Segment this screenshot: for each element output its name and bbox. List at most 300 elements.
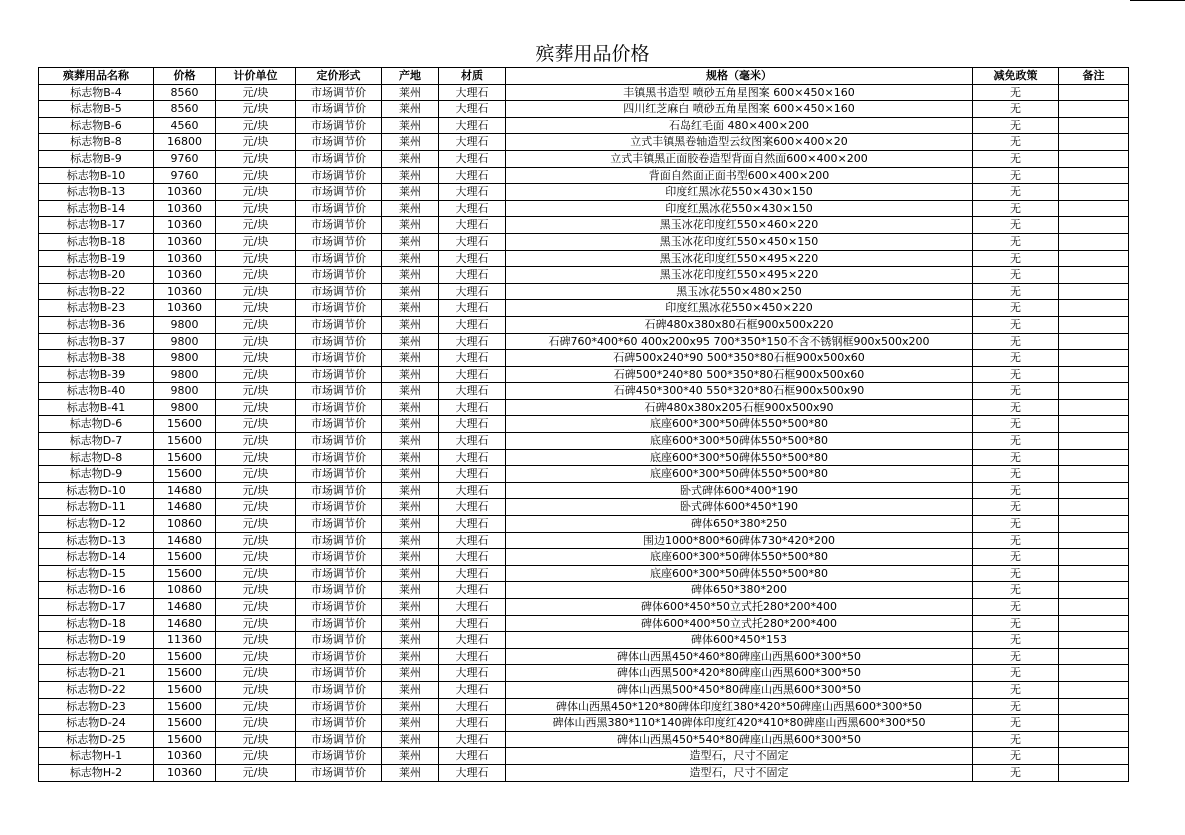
- origin-cell[interactable]: 莱州: [382, 482, 439, 499]
- exemption-cell[interactable]: 无: [973, 366, 1059, 383]
- pricing-form-cell[interactable]: 市场调节价: [296, 632, 382, 649]
- spec-cell[interactable]: 底座600*300*50碑体550*500*80: [506, 416, 973, 433]
- col-header-material[interactable]: 材质: [439, 68, 506, 85]
- material-cell[interactable]: 大理石: [439, 383, 506, 400]
- remarks-cell[interactable]: [1059, 316, 1129, 333]
- unit-cell[interactable]: 元/块: [216, 681, 296, 698]
- price-cell[interactable]: 14680: [154, 499, 216, 516]
- exemption-cell[interactable]: 无: [973, 134, 1059, 151]
- unit-cell[interactable]: 元/块: [216, 101, 296, 118]
- exemption-cell[interactable]: 无: [973, 632, 1059, 649]
- remarks-cell[interactable]: [1059, 150, 1129, 167]
- name-cell[interactable]: 标志物D-16: [39, 582, 154, 599]
- remarks-cell[interactable]: [1059, 383, 1129, 400]
- unit-cell[interactable]: 元/块: [216, 84, 296, 101]
- pricing-form-cell[interactable]: 市场调节价: [296, 748, 382, 765]
- unit-cell[interactable]: 元/块: [216, 350, 296, 367]
- pricing-form-cell[interactable]: 市场调节价: [296, 698, 382, 715]
- name-cell[interactable]: 标志物B-20: [39, 267, 154, 284]
- spec-cell[interactable]: 碑体山西黑450*120*80碑体印度红380*420*50碑座山西黑600*300*50: [506, 698, 973, 715]
- price-cell[interactable]: 15600: [154, 565, 216, 582]
- material-cell[interactable]: 大理石: [439, 698, 506, 715]
- pricing-form-cell[interactable]: 市场调节价: [296, 532, 382, 549]
- price-cell[interactable]: 15600: [154, 698, 216, 715]
- material-cell[interactable]: 大理石: [439, 184, 506, 201]
- pricing-form-cell[interactable]: 市场调节价: [296, 615, 382, 632]
- pricing-form-cell[interactable]: 市场调节价: [296, 449, 382, 466]
- material-cell[interactable]: 大理石: [439, 582, 506, 599]
- origin-cell[interactable]: 莱州: [382, 333, 439, 350]
- spec-cell[interactable]: 四川红芝麻白 喷砂五角星图案 600×450×160: [506, 101, 973, 118]
- name-cell[interactable]: 标志物B-40: [39, 383, 154, 400]
- unit-cell[interactable]: 元/块: [216, 764, 296, 781]
- price-cell[interactable]: 10360: [154, 748, 216, 765]
- origin-cell[interactable]: 莱州: [382, 267, 439, 284]
- origin-cell[interactable]: 莱州: [382, 549, 439, 566]
- material-cell[interactable]: 大理石: [439, 366, 506, 383]
- price-cell[interactable]: 9760: [154, 167, 216, 184]
- remarks-cell[interactable]: [1059, 184, 1129, 201]
- origin-cell[interactable]: 莱州: [382, 316, 439, 333]
- unit-cell[interactable]: 元/块: [216, 549, 296, 566]
- material-cell[interactable]: 大理石: [439, 549, 506, 566]
- remarks-cell[interactable]: [1059, 399, 1129, 416]
- remarks-cell[interactable]: [1059, 449, 1129, 466]
- exemption-cell[interactable]: 无: [973, 267, 1059, 284]
- spec-cell[interactable]: 石碑500*240*80 500*350*80石框900x500x60: [506, 366, 973, 383]
- pricing-form-cell[interactable]: 市场调节价: [296, 565, 382, 582]
- origin-cell[interactable]: 莱州: [382, 582, 439, 599]
- origin-cell[interactable]: 莱州: [382, 648, 439, 665]
- remarks-cell[interactable]: [1059, 300, 1129, 317]
- origin-cell[interactable]: 莱州: [382, 200, 439, 217]
- material-cell[interactable]: 大理石: [439, 466, 506, 483]
- exemption-cell[interactable]: 无: [973, 300, 1059, 317]
- pricing-form-cell[interactable]: 市场调节价: [296, 150, 382, 167]
- remarks-cell[interactable]: [1059, 764, 1129, 781]
- origin-cell[interactable]: 莱州: [382, 715, 439, 732]
- unit-cell[interactable]: 元/块: [216, 217, 296, 234]
- exemption-cell[interactable]: 无: [973, 599, 1059, 616]
- spec-cell[interactable]: 立式丰镇黑卷轴造型云纹图案600×400×20: [506, 134, 973, 151]
- spec-cell[interactable]: 碑体山西黑500*450*80碑座山西黑600*300*50: [506, 681, 973, 698]
- spec-cell[interactable]: 造型石，尺寸不固定: [506, 748, 973, 765]
- origin-cell[interactable]: 莱州: [382, 499, 439, 516]
- pricing-form-cell[interactable]: 市场调节价: [296, 233, 382, 250]
- unit-cell[interactable]: 元/块: [216, 731, 296, 748]
- price-cell[interactable]: 9800: [154, 383, 216, 400]
- spec-cell[interactable]: 黑玉冰花印度红550×495×220: [506, 250, 973, 267]
- spec-cell[interactable]: 石岛红毛面 480×400×200: [506, 117, 973, 134]
- pricing-form-cell[interactable]: 市场调节价: [296, 433, 382, 450]
- remarks-cell[interactable]: [1059, 167, 1129, 184]
- exemption-cell[interactable]: 无: [973, 449, 1059, 466]
- name-cell[interactable]: 标志物D-14: [39, 549, 154, 566]
- origin-cell[interactable]: 莱州: [382, 383, 439, 400]
- name-cell[interactable]: 标志物D-19: [39, 632, 154, 649]
- pricing-form-cell[interactable]: 市场调节价: [296, 648, 382, 665]
- remarks-cell[interactable]: [1059, 200, 1129, 217]
- price-cell[interactable]: 4560: [154, 117, 216, 134]
- unit-cell[interactable]: 元/块: [216, 366, 296, 383]
- unit-cell[interactable]: 元/块: [216, 632, 296, 649]
- material-cell[interactable]: 大理石: [439, 217, 506, 234]
- exemption-cell[interactable]: 无: [973, 233, 1059, 250]
- exemption-cell[interactable]: 无: [973, 532, 1059, 549]
- spec-cell[interactable]: 碑体山西黑450*540*80碑座山西黑600*300*50: [506, 731, 973, 748]
- origin-cell[interactable]: 莱州: [382, 117, 439, 134]
- name-cell[interactable]: 标志物D-9: [39, 466, 154, 483]
- unit-cell[interactable]: 元/块: [216, 383, 296, 400]
- exemption-cell[interactable]: 无: [973, 681, 1059, 698]
- remarks-cell[interactable]: [1059, 466, 1129, 483]
- remarks-cell[interactable]: [1059, 582, 1129, 599]
- pricing-form-cell[interactable]: 市场调节价: [296, 167, 382, 184]
- name-cell[interactable]: 标志物H-2: [39, 764, 154, 781]
- remarks-cell[interactable]: [1059, 416, 1129, 433]
- pricing-form-cell[interactable]: 市场调节价: [296, 731, 382, 748]
- remarks-cell[interactable]: [1059, 681, 1129, 698]
- spec-cell[interactable]: 黑玉冰花印度红550×450×150: [506, 233, 973, 250]
- remarks-cell[interactable]: [1059, 134, 1129, 151]
- price-cell[interactable]: 15600: [154, 549, 216, 566]
- exemption-cell[interactable]: 无: [973, 150, 1059, 167]
- material-cell[interactable]: 大理石: [439, 615, 506, 632]
- unit-cell[interactable]: 元/块: [216, 433, 296, 450]
- pricing-form-cell[interactable]: 市场调节价: [296, 516, 382, 533]
- pricing-form-cell[interactable]: 市场调节价: [296, 764, 382, 781]
- unit-cell[interactable]: 元/块: [216, 648, 296, 665]
- name-cell[interactable]: 标志物B-39: [39, 366, 154, 383]
- material-cell[interactable]: 大理石: [439, 632, 506, 649]
- origin-cell[interactable]: 莱州: [382, 731, 439, 748]
- origin-cell[interactable]: 莱州: [382, 150, 439, 167]
- col-header-name[interactable]: 殡葬用品名称: [39, 68, 154, 85]
- remarks-cell[interactable]: [1059, 599, 1129, 616]
- origin-cell[interactable]: 莱州: [382, 101, 439, 118]
- name-cell[interactable]: 标志物B-4: [39, 84, 154, 101]
- unit-cell[interactable]: 元/块: [216, 665, 296, 682]
- exemption-cell[interactable]: 无: [973, 283, 1059, 300]
- material-cell[interactable]: 大理石: [439, 665, 506, 682]
- exemption-cell[interactable]: 无: [973, 615, 1059, 632]
- price-cell[interactable]: 8560: [154, 101, 216, 118]
- material-cell[interactable]: 大理石: [439, 681, 506, 698]
- spec-cell[interactable]: 背面自然面正面书型600×400×200: [506, 167, 973, 184]
- price-cell[interactable]: 10360: [154, 764, 216, 781]
- spec-cell[interactable]: 卧式碑体600*400*190: [506, 482, 973, 499]
- price-cell[interactable]: 10860: [154, 516, 216, 533]
- unit-cell[interactable]: 元/块: [216, 599, 296, 616]
- origin-cell[interactable]: 莱州: [382, 300, 439, 317]
- origin-cell[interactable]: 莱州: [382, 167, 439, 184]
- pricing-form-cell[interactable]: 市场调节价: [296, 681, 382, 698]
- spec-cell[interactable]: 印度红黑冰花550×450×220: [506, 300, 973, 317]
- pricing-form-cell[interactable]: 市场调节价: [296, 117, 382, 134]
- spec-cell[interactable]: 印度红黑冰花550×430×150: [506, 184, 973, 201]
- remarks-cell[interactable]: [1059, 482, 1129, 499]
- remarks-cell[interactable]: [1059, 350, 1129, 367]
- origin-cell[interactable]: 莱州: [382, 764, 439, 781]
- exemption-cell[interactable]: 无: [973, 565, 1059, 582]
- name-cell[interactable]: 标志物B-8: [39, 134, 154, 151]
- unit-cell[interactable]: 元/块: [216, 150, 296, 167]
- exemption-cell[interactable]: 无: [973, 499, 1059, 516]
- material-cell[interactable]: 大理石: [439, 84, 506, 101]
- pricing-form-cell[interactable]: 市场调节价: [296, 316, 382, 333]
- remarks-cell[interactable]: [1059, 532, 1129, 549]
- origin-cell[interactable]: 莱州: [382, 217, 439, 234]
- spec-cell[interactable]: 碑体山西黑380*110*140碑体印度红420*410*80碑座山西黑600*300*50: [506, 715, 973, 732]
- exemption-cell[interactable]: 无: [973, 482, 1059, 499]
- unit-cell[interactable]: 元/块: [216, 233, 296, 250]
- spec-cell[interactable]: 底座600*300*50碑体550*500*80: [506, 449, 973, 466]
- exemption-cell[interactable]: 无: [973, 250, 1059, 267]
- name-cell[interactable]: 标志物B-5: [39, 101, 154, 118]
- pricing-form-cell[interactable]: 市场调节价: [296, 267, 382, 284]
- price-cell[interactable]: 15600: [154, 449, 216, 466]
- exemption-cell[interactable]: 无: [973, 715, 1059, 732]
- remarks-cell[interactable]: [1059, 217, 1129, 234]
- name-cell[interactable]: 标志物D-24: [39, 715, 154, 732]
- pricing-form-cell[interactable]: 市场调节价: [296, 549, 382, 566]
- material-cell[interactable]: 大理石: [439, 516, 506, 533]
- pricing-form-cell[interactable]: 市场调节价: [296, 200, 382, 217]
- exemption-cell[interactable]: 无: [973, 200, 1059, 217]
- price-cell[interactable]: 10360: [154, 250, 216, 267]
- price-cell[interactable]: 10360: [154, 200, 216, 217]
- origin-cell[interactable]: 莱州: [382, 748, 439, 765]
- name-cell[interactable]: 标志物H-1: [39, 748, 154, 765]
- remarks-cell[interactable]: [1059, 283, 1129, 300]
- exemption-cell[interactable]: 无: [973, 516, 1059, 533]
- price-cell[interactable]: 15600: [154, 731, 216, 748]
- material-cell[interactable]: 大理石: [439, 599, 506, 616]
- spec-cell[interactable]: 卧式碑体600*450*190: [506, 499, 973, 516]
- spec-cell[interactable]: 石碑450*300*40 550*320*80石框900x500x90: [506, 383, 973, 400]
- price-cell[interactable]: 15600: [154, 681, 216, 698]
- name-cell[interactable]: 标志物D-7: [39, 433, 154, 450]
- exemption-cell[interactable]: 无: [973, 731, 1059, 748]
- price-cell[interactable]: 15600: [154, 715, 216, 732]
- unit-cell[interactable]: 元/块: [216, 267, 296, 284]
- name-cell[interactable]: 标志物B-17: [39, 217, 154, 234]
- exemption-cell[interactable]: 无: [973, 117, 1059, 134]
- pricing-form-cell[interactable]: 市场调节价: [296, 416, 382, 433]
- spec-cell[interactable]: 碑体山西黑500*420*80碑座山西黑600*300*50: [506, 665, 973, 682]
- price-cell[interactable]: 14680: [154, 599, 216, 616]
- spec-cell[interactable]: 底座600*300*50碑体550*500*80: [506, 466, 973, 483]
- spec-cell[interactable]: 底座600*300*50碑体550*500*80: [506, 433, 973, 450]
- spec-cell[interactable]: 印度红黑冰花550×430×150: [506, 200, 973, 217]
- remarks-cell[interactable]: [1059, 632, 1129, 649]
- spec-cell[interactable]: 碑体600*450*153: [506, 632, 973, 649]
- exemption-cell[interactable]: 无: [973, 466, 1059, 483]
- name-cell[interactable]: 标志物D-21: [39, 665, 154, 682]
- exemption-cell[interactable]: 无: [973, 433, 1059, 450]
- col-header-spec[interactable]: 规格（毫米）: [506, 68, 973, 85]
- name-cell[interactable]: 标志物D-8: [39, 449, 154, 466]
- origin-cell[interactable]: 莱州: [382, 433, 439, 450]
- exemption-cell[interactable]: 无: [973, 698, 1059, 715]
- unit-cell[interactable]: 元/块: [216, 615, 296, 632]
- origin-cell[interactable]: 莱州: [382, 399, 439, 416]
- pricing-form-cell[interactable]: 市场调节价: [296, 399, 382, 416]
- unit-cell[interactable]: 元/块: [216, 748, 296, 765]
- exemption-cell[interactable]: 无: [973, 217, 1059, 234]
- spec-cell[interactable]: 黑玉冰花印度红550×495×220: [506, 267, 973, 284]
- material-cell[interactable]: 大理石: [439, 300, 506, 317]
- name-cell[interactable]: 标志物D-22: [39, 681, 154, 698]
- exemption-cell[interactable]: 无: [973, 184, 1059, 201]
- pricing-form-cell[interactable]: 市场调节价: [296, 482, 382, 499]
- name-cell[interactable]: 标志物D-15: [39, 565, 154, 582]
- unit-cell[interactable]: 元/块: [216, 134, 296, 151]
- material-cell[interactable]: 大理石: [439, 350, 506, 367]
- price-cell[interactable]: 14680: [154, 615, 216, 632]
- spec-cell[interactable]: 黑玉冰花550×480×250: [506, 283, 973, 300]
- name-cell[interactable]: 标志物B-13: [39, 184, 154, 201]
- col-header-price[interactable]: 价格: [154, 68, 216, 85]
- origin-cell[interactable]: 莱州: [382, 698, 439, 715]
- unit-cell[interactable]: 元/块: [216, 167, 296, 184]
- material-cell[interactable]: 大理石: [439, 167, 506, 184]
- origin-cell[interactable]: 莱州: [382, 681, 439, 698]
- name-cell[interactable]: 标志物B-6: [39, 117, 154, 134]
- exemption-cell[interactable]: 无: [973, 383, 1059, 400]
- pricing-form-cell[interactable]: 市场调节价: [296, 250, 382, 267]
- origin-cell[interactable]: 莱州: [382, 366, 439, 383]
- remarks-cell[interactable]: [1059, 748, 1129, 765]
- unit-cell[interactable]: 元/块: [216, 300, 296, 317]
- exemption-cell[interactable]: 无: [973, 333, 1059, 350]
- price-cell[interactable]: 14680: [154, 532, 216, 549]
- name-cell[interactable]: 标志物D-25: [39, 731, 154, 748]
- pricing-form-cell[interactable]: 市场调节价: [296, 84, 382, 101]
- remarks-cell[interactable]: [1059, 615, 1129, 632]
- price-cell[interactable]: 15600: [154, 433, 216, 450]
- remarks-cell[interactable]: [1059, 117, 1129, 134]
- name-cell[interactable]: 标志物B-14: [39, 200, 154, 217]
- exemption-cell[interactable]: 无: [973, 648, 1059, 665]
- name-cell[interactable]: 标志物B-36: [39, 316, 154, 333]
- col-header-exemption[interactable]: 减免政策: [973, 68, 1059, 85]
- price-cell[interactable]: 9800: [154, 333, 216, 350]
- material-cell[interactable]: 大理石: [439, 101, 506, 118]
- origin-cell[interactable]: 莱州: [382, 250, 439, 267]
- name-cell[interactable]: 标志物D-13: [39, 532, 154, 549]
- spec-cell[interactable]: 石碑760*400*60 400x200x95 700*350*150不含不锈钢框900x500x200: [506, 333, 973, 350]
- unit-cell[interactable]: 元/块: [216, 117, 296, 134]
- pricing-form-cell[interactable]: 市场调节价: [296, 466, 382, 483]
- pricing-form-cell[interactable]: 市场调节价: [296, 665, 382, 682]
- pricing-form-cell[interactable]: 市场调节价: [296, 599, 382, 616]
- spec-cell[interactable]: 造型石，尺寸不固定: [506, 764, 973, 781]
- col-header-origin[interactable]: 产地: [382, 68, 439, 85]
- name-cell[interactable]: 标志物B-10: [39, 167, 154, 184]
- exemption-cell[interactable]: 无: [973, 764, 1059, 781]
- price-cell[interactable]: 10360: [154, 283, 216, 300]
- pricing-form-cell[interactable]: 市场调节价: [296, 350, 382, 367]
- exemption-cell[interactable]: 无: [973, 350, 1059, 367]
- pricing-form-cell[interactable]: 市场调节价: [296, 333, 382, 350]
- remarks-cell[interactable]: [1059, 565, 1129, 582]
- price-cell[interactable]: 9800: [154, 399, 216, 416]
- remarks-cell[interactable]: [1059, 267, 1129, 284]
- name-cell[interactable]: 标志物D-20: [39, 648, 154, 665]
- spec-cell[interactable]: 丰镇黑书造型 喷砂五角星图案 600×450×160: [506, 84, 973, 101]
- origin-cell[interactable]: 莱州: [382, 615, 439, 632]
- spec-cell[interactable]: 围边1000*800*60碑体730*420*200: [506, 532, 973, 549]
- material-cell[interactable]: 大理石: [439, 449, 506, 466]
- unit-cell[interactable]: 元/块: [216, 283, 296, 300]
- col-header-unit[interactable]: 计价单位: [216, 68, 296, 85]
- price-cell[interactable]: 10360: [154, 267, 216, 284]
- unit-cell[interactable]: 元/块: [216, 184, 296, 201]
- remarks-cell[interactable]: [1059, 250, 1129, 267]
- name-cell[interactable]: 标志物B-41: [39, 399, 154, 416]
- origin-cell[interactable]: 莱州: [382, 416, 439, 433]
- material-cell[interactable]: 大理石: [439, 267, 506, 284]
- pricing-form-cell[interactable]: 市场调节价: [296, 582, 382, 599]
- unit-cell[interactable]: 元/块: [216, 482, 296, 499]
- name-cell[interactable]: 标志物D-11: [39, 499, 154, 516]
- material-cell[interactable]: 大理石: [439, 333, 506, 350]
- origin-cell[interactable]: 莱州: [382, 184, 439, 201]
- material-cell[interactable]: 大理石: [439, 250, 506, 267]
- exemption-cell[interactable]: 无: [973, 416, 1059, 433]
- name-cell[interactable]: 标志物D-10: [39, 482, 154, 499]
- unit-cell[interactable]: 元/块: [216, 316, 296, 333]
- material-cell[interactable]: 大理石: [439, 482, 506, 499]
- exemption-cell[interactable]: 无: [973, 748, 1059, 765]
- remarks-cell[interactable]: [1059, 698, 1129, 715]
- name-cell[interactable]: 标志物B-9: [39, 150, 154, 167]
- origin-cell[interactable]: 莱州: [382, 665, 439, 682]
- unit-cell[interactable]: 元/块: [216, 516, 296, 533]
- price-cell[interactable]: 9800: [154, 316, 216, 333]
- material-cell[interactable]: 大理石: [439, 200, 506, 217]
- exemption-cell[interactable]: 无: [973, 582, 1059, 599]
- name-cell[interactable]: 标志物D-17: [39, 599, 154, 616]
- pricing-form-cell[interactable]: 市场调节价: [296, 101, 382, 118]
- material-cell[interactable]: 大理石: [439, 764, 506, 781]
- unit-cell[interactable]: 元/块: [216, 200, 296, 217]
- name-cell[interactable]: 标志物B-38: [39, 350, 154, 367]
- name-cell[interactable]: 标志物D-18: [39, 615, 154, 632]
- remarks-cell[interactable]: [1059, 101, 1129, 118]
- material-cell[interactable]: 大理石: [439, 715, 506, 732]
- remarks-cell[interactable]: [1059, 715, 1129, 732]
- origin-cell[interactable]: 莱州: [382, 599, 439, 616]
- origin-cell[interactable]: 莱州: [382, 350, 439, 367]
- material-cell[interactable]: 大理石: [439, 731, 506, 748]
- name-cell[interactable]: 标志物D-23: [39, 698, 154, 715]
- remarks-cell[interactable]: [1059, 648, 1129, 665]
- price-cell[interactable]: 9800: [154, 350, 216, 367]
- unit-cell[interactable]: 元/块: [216, 565, 296, 582]
- unit-cell[interactable]: 元/块: [216, 499, 296, 516]
- origin-cell[interactable]: 莱州: [382, 283, 439, 300]
- pricing-form-cell[interactable]: 市场调节价: [296, 217, 382, 234]
- spec-cell[interactable]: 碑体600*400*50立式托280*200*400: [506, 615, 973, 632]
- unit-cell[interactable]: 元/块: [216, 399, 296, 416]
- unit-cell[interactable]: 元/块: [216, 250, 296, 267]
- pricing-form-cell[interactable]: 市场调节价: [296, 184, 382, 201]
- price-cell[interactable]: 14680: [154, 482, 216, 499]
- pricing-form-cell[interactable]: 市场调节价: [296, 383, 382, 400]
- unit-cell[interactable]: 元/块: [216, 532, 296, 549]
